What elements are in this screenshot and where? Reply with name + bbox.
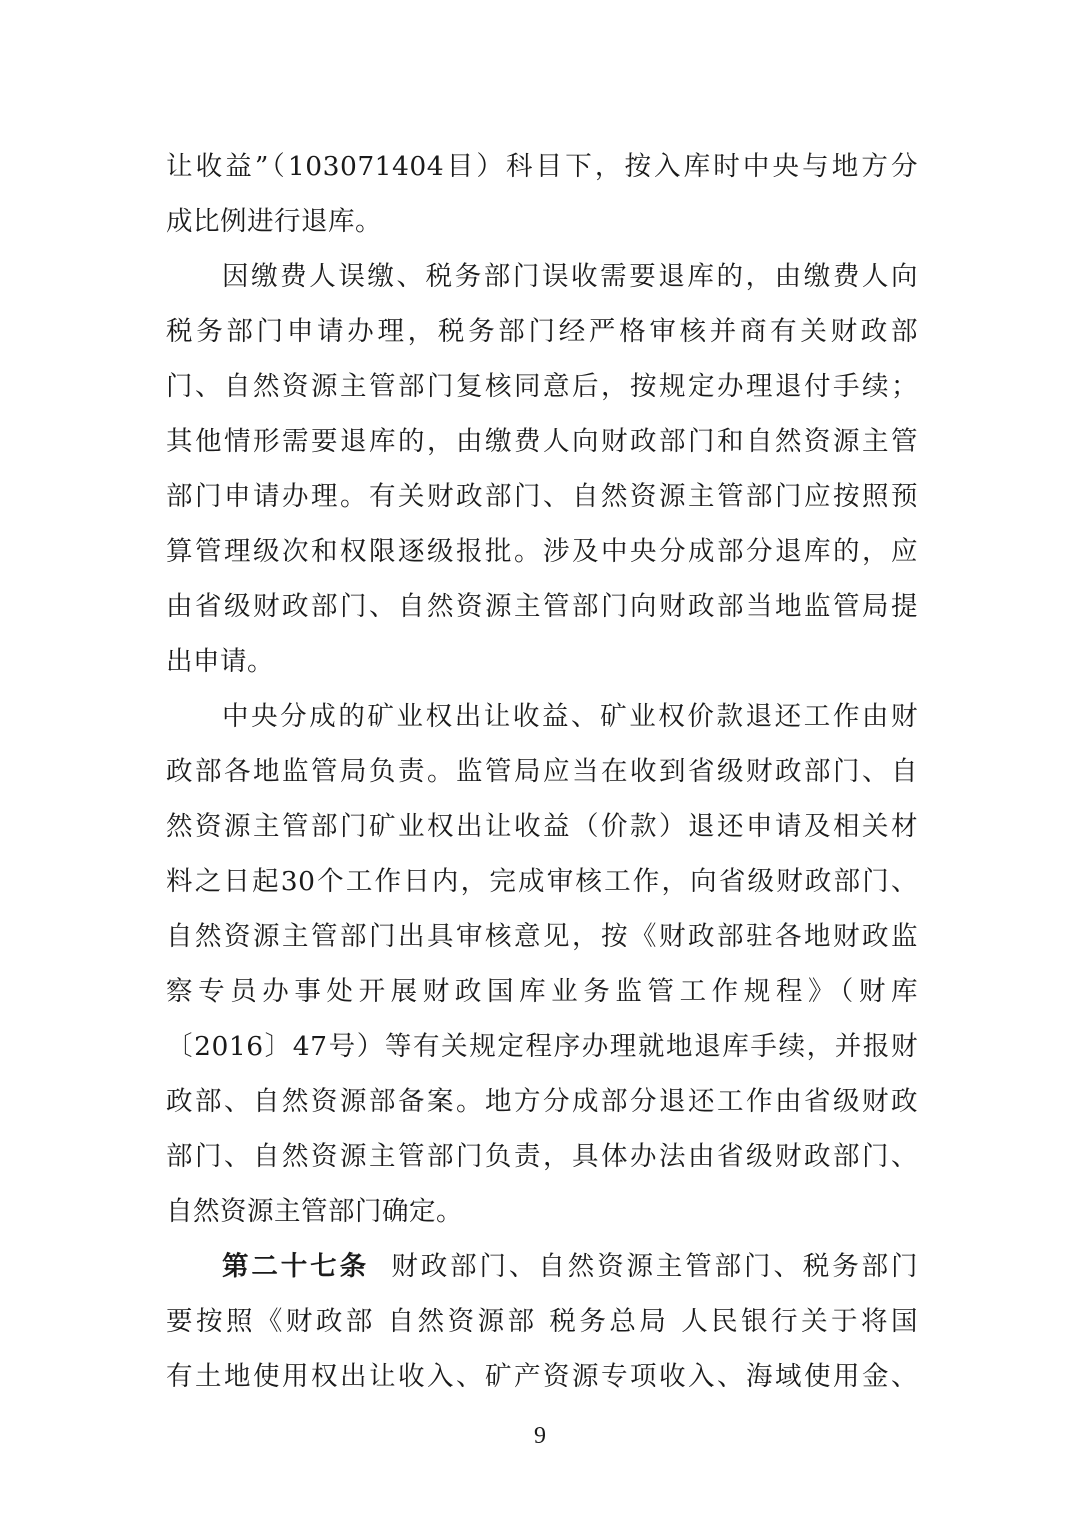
text-line: 让收益”（103071404目）科目下，按入库时中央与地方分 (166, 151, 918, 182)
text-line: 成比例进行退库。 (166, 206, 382, 237)
text-line: 部门申请办理。有关财政部门、自然资源主管部门应按照预 (166, 481, 918, 512)
text-line: 〔2016〕47号）等有关规定程序办理就地退库手续，并报财 (166, 1031, 918, 1062)
text-line: 部门、自然资源主管部门负责，具体办法由省级财政部门、 (166, 1141, 918, 1172)
text-line: 出申请。 (166, 646, 274, 677)
text-line: 算管理级次和权限逐级报批。涉及中央分成部分退库的，应 (166, 536, 918, 567)
article-line (222, 1245, 918, 1289)
text-line: 然资源主管部门矿业权出让收益（价款）退还申请及相关材 (166, 811, 918, 842)
text-line: 税务部门申请办理，税务部门经严格审核并商有关财政部 (166, 316, 918, 347)
text-line: 门、自然资源主管部门复核同意后，按规定办理退付手续； (166, 371, 918, 402)
text-line: 由省级财政部门、自然资源主管部门向财政部当地监管局提 (166, 591, 918, 622)
text-line: 察专员办事处开展财政国库业务监管工作规程》（财库 (166, 976, 918, 1007)
page-number: 9 (534, 1423, 546, 1449)
text-line: 要按照《财政部 自然资源部 税务总局 人民银行关于将国 (166, 1306, 918, 1337)
text-line: 政部各地监管局负责。监管局应当在收到省级财政部门、自 (166, 756, 918, 787)
text-line: 自然资源主管部门出具审核意见，按《财政部驻各地财政监 (166, 921, 918, 952)
text-line: 中央分成的矿业权出让收益、矿业权价款退还工作由财 (222, 701, 918, 732)
text-line: 其他情形需要退库的，由缴费人向财政部门和自然资源主管 (166, 426, 918, 457)
article-text: 财政部门、自然资源主管部门、税务部门 (388, 1251, 919, 1282)
text-line: 自然资源主管部门确定。 (166, 1196, 463, 1227)
text-line: 有土地使用权出让收入、矿产资源专项收入、海域使用金、 (166, 1361, 918, 1392)
text-line: 料之日起30个工作日内，完成审核工作，向省级财政部门、 (166, 866, 918, 897)
text-line: 因缴费人误缴、税务部门误收需要退库的，由缴费人向 (222, 261, 918, 292)
text-line: 政部、自然资源部备案。地方分成部分退还工作由省级财政 (166, 1086, 918, 1117)
article-heading: 第二十七条 (222, 1251, 369, 1282)
